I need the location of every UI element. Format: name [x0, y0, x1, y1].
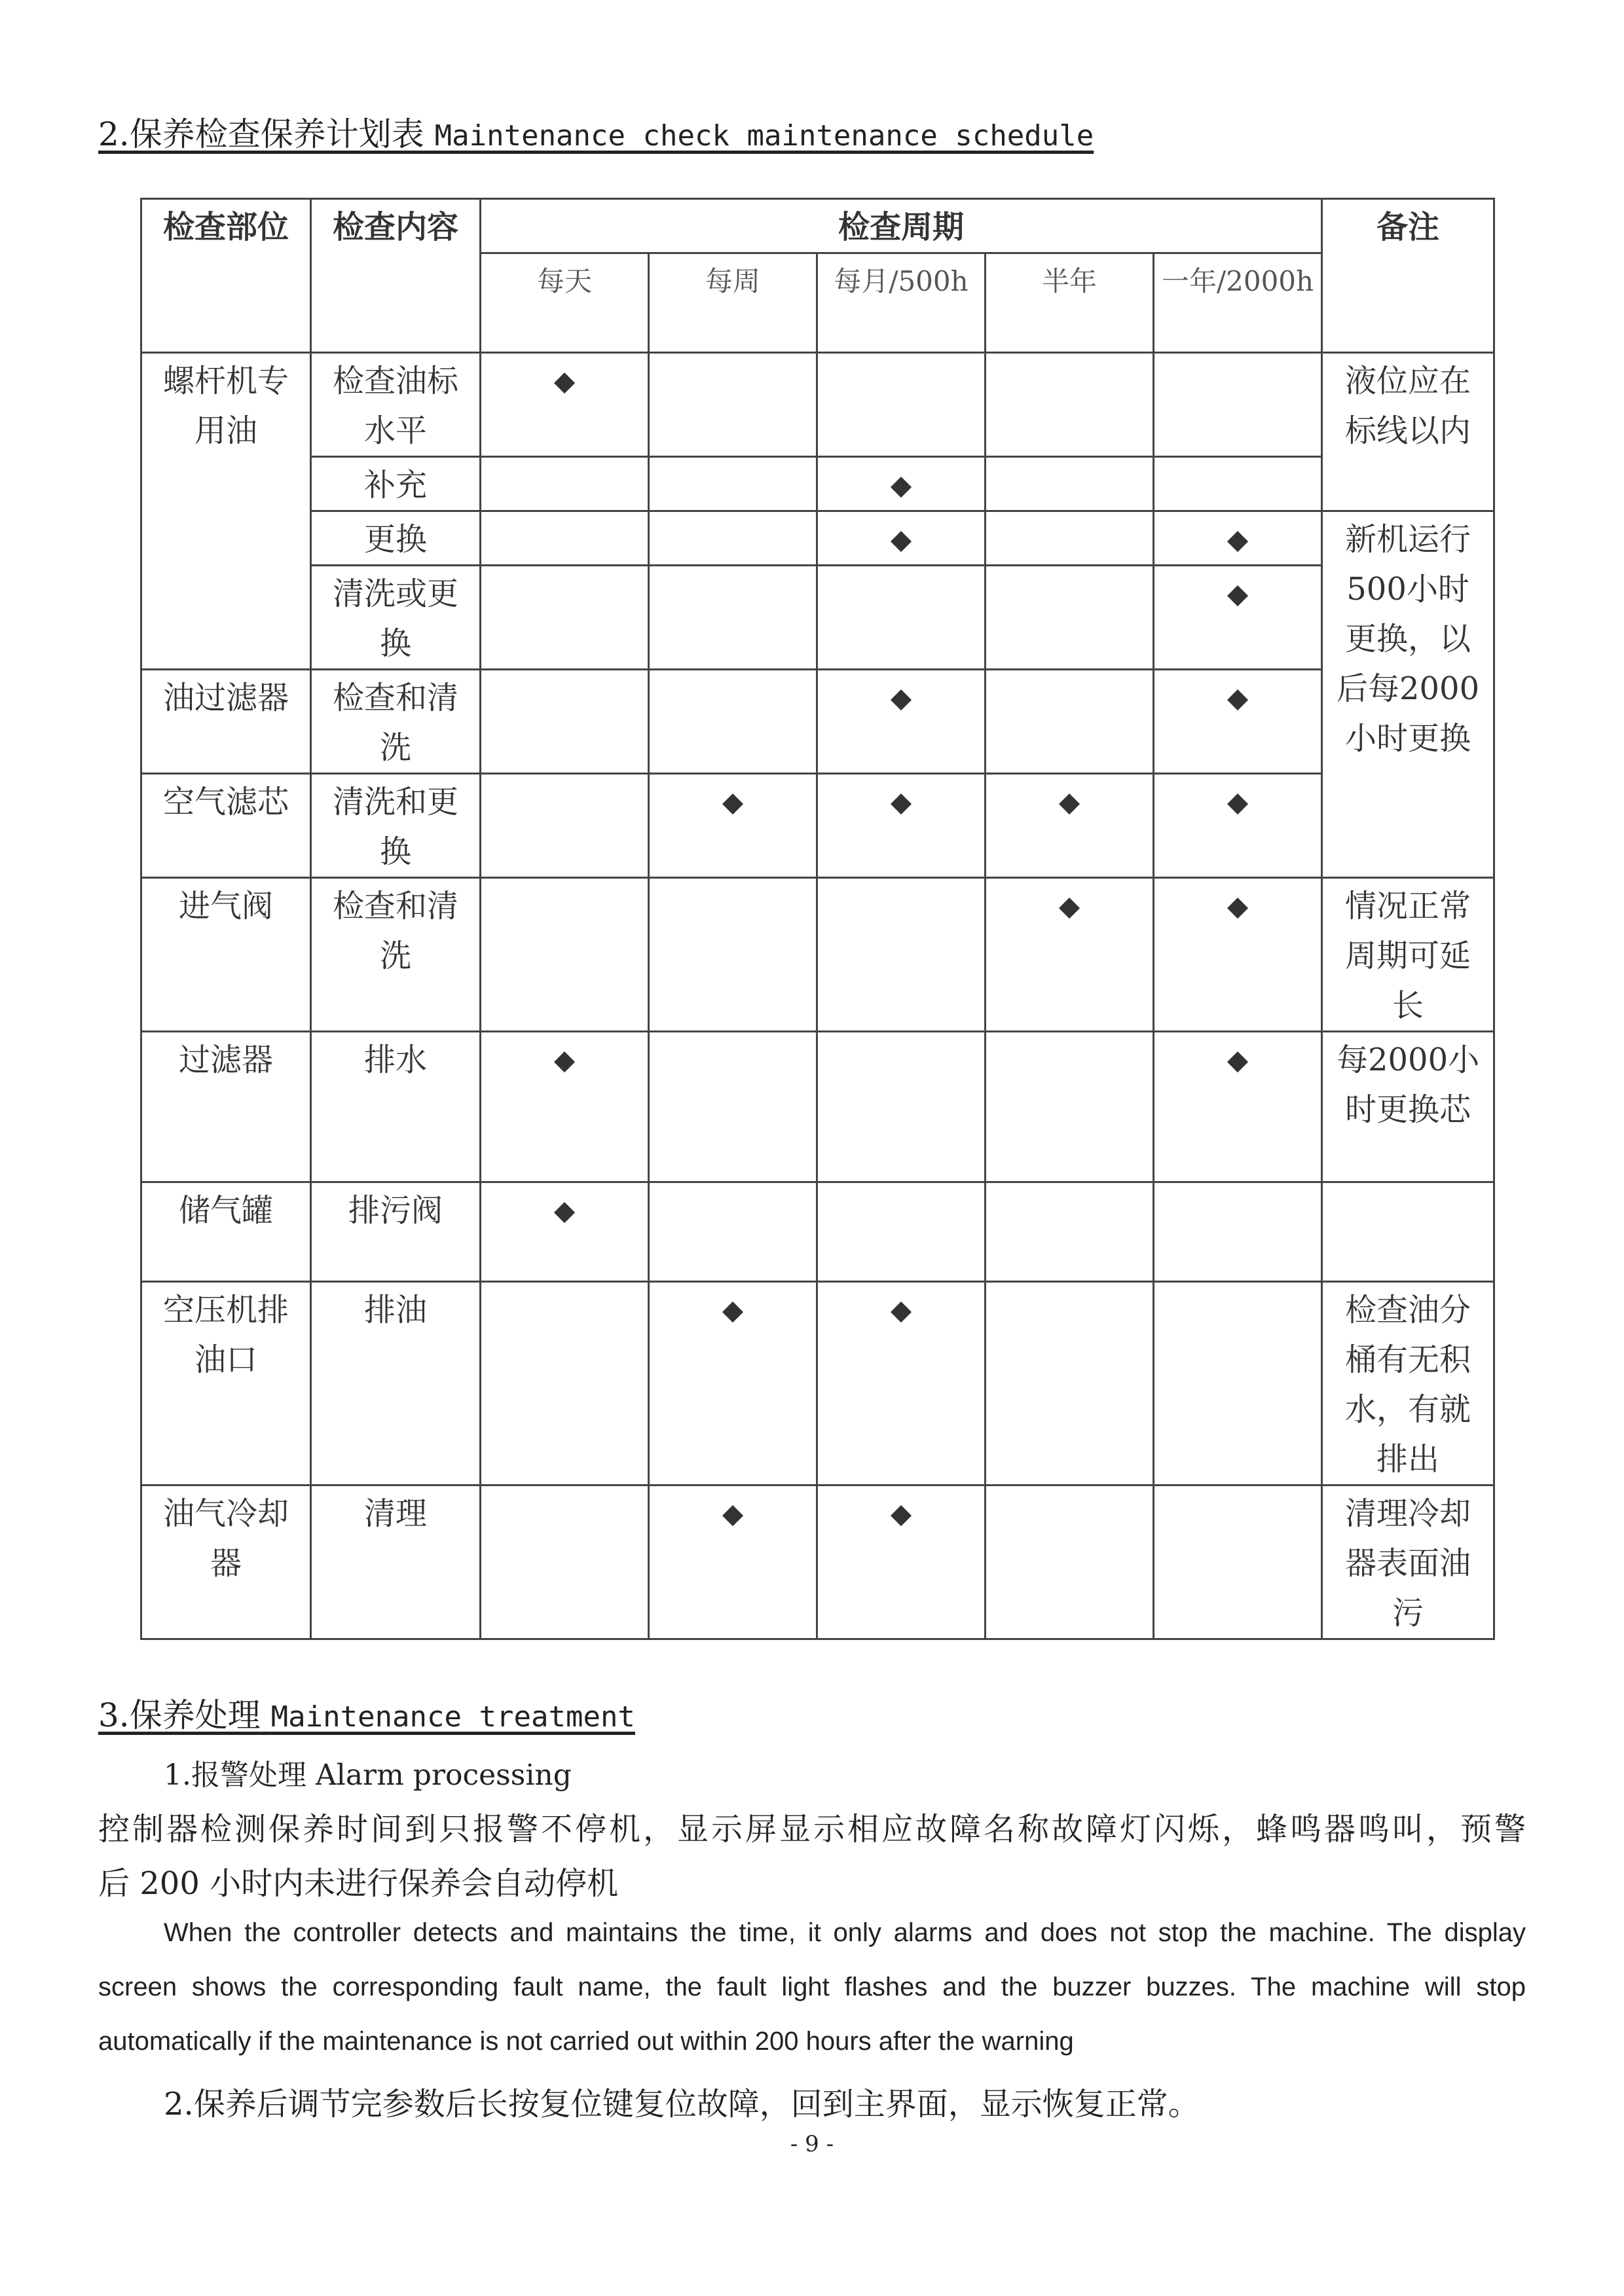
page-number: - 9 - — [790, 2131, 834, 2157]
mark-cell — [649, 878, 817, 1032]
table-row — [141, 566, 1494, 670]
table-row — [141, 774, 1494, 878]
period-header: 每月/500h — [817, 253, 986, 353]
content-cell: 清理 — [311, 1485, 481, 1639]
mark-cell: ◆ — [481, 1032, 649, 1182]
mark-cell — [986, 1485, 1154, 1639]
table-row — [141, 1032, 1494, 1182]
mark-cell: ◆ — [481, 1182, 649, 1282]
remarks-cell: 液位应在标线以内 — [1322, 353, 1494, 511]
mark-cell: ◆ — [649, 1282, 817, 1485]
mark-cell: ◆ — [817, 1282, 986, 1485]
mark-cell: ◆ — [817, 457, 986, 511]
mark-cell: ◆ — [1154, 878, 1322, 1032]
mark-cell — [481, 1485, 649, 1639]
alarm-en-line1: When the controller detects and maintains the time, it only alarms and does not stop the machine. The display — [164, 1918, 1526, 1947]
mark-cell: ◆ — [986, 774, 1154, 878]
mark-cell — [1154, 1182, 1322, 1282]
content-cell: 更换 — [311, 511, 481, 566]
heading-cn: 2.保养检查保养计划表 — [98, 115, 424, 153]
alarm-cn-line1: 控制器检测保养时间到只报警不停机，显示屏显示相应故障名称故障灯闪烁，蜂鸣器鸣叫，预警 — [98, 1811, 1526, 1848]
part-cell: 螺杆机专用油 — [141, 353, 311, 670]
header-remarks: 备注 — [1322, 199, 1494, 353]
mark-cell — [1154, 353, 1322, 457]
mark-cell — [986, 1182, 1154, 1282]
mark-cell — [649, 457, 817, 511]
table-row — [141, 1485, 1494, 1639]
mark-cell — [481, 1282, 649, 1485]
period-header: 半年 — [986, 253, 1154, 353]
mark-cell — [1154, 1282, 1322, 1485]
remarks-cell: 每2000小时更换芯 — [1322, 1032, 1494, 1182]
mark-cell — [649, 1182, 817, 1282]
mark-cell: ◆ — [481, 353, 649, 457]
period-header: 每周 — [649, 253, 817, 353]
mark-cell — [817, 566, 986, 670]
table-row — [141, 353, 1494, 457]
content-cell: 排水 — [311, 1032, 481, 1182]
content-cell: 清洗或更换 — [311, 566, 481, 670]
mark-cell — [481, 511, 649, 566]
mark-cell — [986, 353, 1154, 457]
mark-cell — [986, 670, 1154, 774]
mark-cell — [649, 353, 817, 457]
content-cell: 排油 — [311, 1282, 481, 1485]
mark-cell — [817, 353, 986, 457]
mark-cell — [986, 566, 1154, 670]
mark-cell — [817, 1182, 986, 1282]
section-2-heading — [98, 108, 1094, 155]
mark-cell — [481, 878, 649, 1032]
mark-cell — [649, 566, 817, 670]
header-content: 检查内容 — [311, 199, 481, 353]
mark-cell: ◆ — [1154, 1032, 1322, 1182]
remarks-cell — [1322, 1182, 1494, 1282]
part-cell: 油过滤器 — [141, 670, 311, 774]
header-period: 检查周期 — [481, 199, 1322, 253]
mark-cell — [649, 670, 817, 774]
content-cell: 检查和清洗 — [311, 670, 481, 774]
content-cell: 检查油标水平 — [311, 353, 481, 457]
reset-instruction: 2.保养后调节完参数后长按复位键复位故障，回到主界面，显示恢复正常。 — [164, 2086, 1200, 2123]
part-cell: 油气冷却器 — [141, 1485, 311, 1639]
remarks-cell: 检查油分桶有无积水，有就排出 — [1322, 1282, 1494, 1485]
table-row — [141, 457, 1494, 511]
mark-cell — [481, 670, 649, 774]
remarks-cell: 新机运行500小时更换，以后每2000小时更换 — [1322, 511, 1494, 878]
mark-cell: ◆ — [817, 774, 986, 878]
table-row — [141, 878, 1494, 1032]
part-cell: 过滤器 — [141, 1032, 311, 1182]
header-row — [141, 199, 1494, 253]
mark-cell — [986, 1032, 1154, 1182]
mark-cell — [481, 457, 649, 511]
heading-en: Maintenance treatment — [270, 1700, 635, 1734]
part-cell: 储气罐 — [141, 1182, 311, 1282]
content-cell: 补充 — [311, 457, 481, 511]
table-row — [141, 1282, 1494, 1485]
mark-cell — [481, 774, 649, 878]
mark-cell — [481, 566, 649, 670]
mark-cell: ◆ — [986, 878, 1154, 1032]
mark-cell — [817, 878, 986, 1032]
mark-cell: ◆ — [817, 511, 986, 566]
header-part: 检查部位 — [141, 199, 311, 353]
content-cell: 检查和清洗 — [311, 878, 481, 1032]
period-header: 每天 — [481, 253, 649, 353]
remarks-cell: 情况正常周期可延长 — [1322, 878, 1494, 1032]
part-cell: 空压机排油口 — [141, 1282, 311, 1485]
maintenance-schedule-table — [140, 198, 1495, 1640]
alarm-cn-line2: 后 200 小时内未进行保养会自动停机 — [98, 1865, 619, 1902]
mark-cell: ◆ — [1154, 511, 1322, 566]
mark-cell: ◆ — [1154, 670, 1322, 774]
part-cell: 进气阀 — [141, 878, 311, 1032]
mark-cell — [649, 511, 817, 566]
alarm-en-line3: automatically if the maintenance is not carried out within 200 hours after the warning — [98, 2027, 1074, 2056]
table-row — [141, 511, 1494, 566]
heading-en: Maintenance check maintenance schedule — [434, 119, 1094, 153]
mark-cell — [1154, 1485, 1322, 1639]
period-header: 一年/2000h — [1154, 253, 1322, 353]
alarm-en-line2: screen shows the corresponding fault name, the fault light flashes and the buzzer buzzes. The machine will stop — [98, 1973, 1526, 2001]
mark-cell: ◆ — [817, 670, 986, 774]
mark-cell — [817, 1032, 986, 1182]
part-cell: 空气滤芯 — [141, 774, 311, 878]
mark-cell: ◆ — [1154, 566, 1322, 670]
content-cell: 清洗和更换 — [311, 774, 481, 878]
mark-cell — [986, 511, 1154, 566]
mark-cell — [986, 457, 1154, 511]
mark-cell — [1154, 457, 1322, 511]
mark-cell: ◆ — [649, 1485, 817, 1639]
content-cell: 排污阀 — [311, 1182, 481, 1282]
mark-cell — [986, 1282, 1154, 1485]
table-row — [141, 670, 1494, 774]
remarks-cell: 清理冷却器表面油污 — [1322, 1485, 1494, 1639]
mark-cell: ◆ — [1154, 774, 1322, 878]
section-3-heading — [98, 1689, 635, 1736]
mark-cell — [649, 1032, 817, 1182]
mark-cell: ◆ — [817, 1485, 986, 1639]
table-row — [141, 1182, 1494, 1282]
mark-cell: ◆ — [649, 774, 817, 878]
heading-cn: 3.保养处理 — [98, 1696, 261, 1734]
alarm-processing-title: 1.报警处理 Alarm processing — [164, 1758, 572, 1792]
